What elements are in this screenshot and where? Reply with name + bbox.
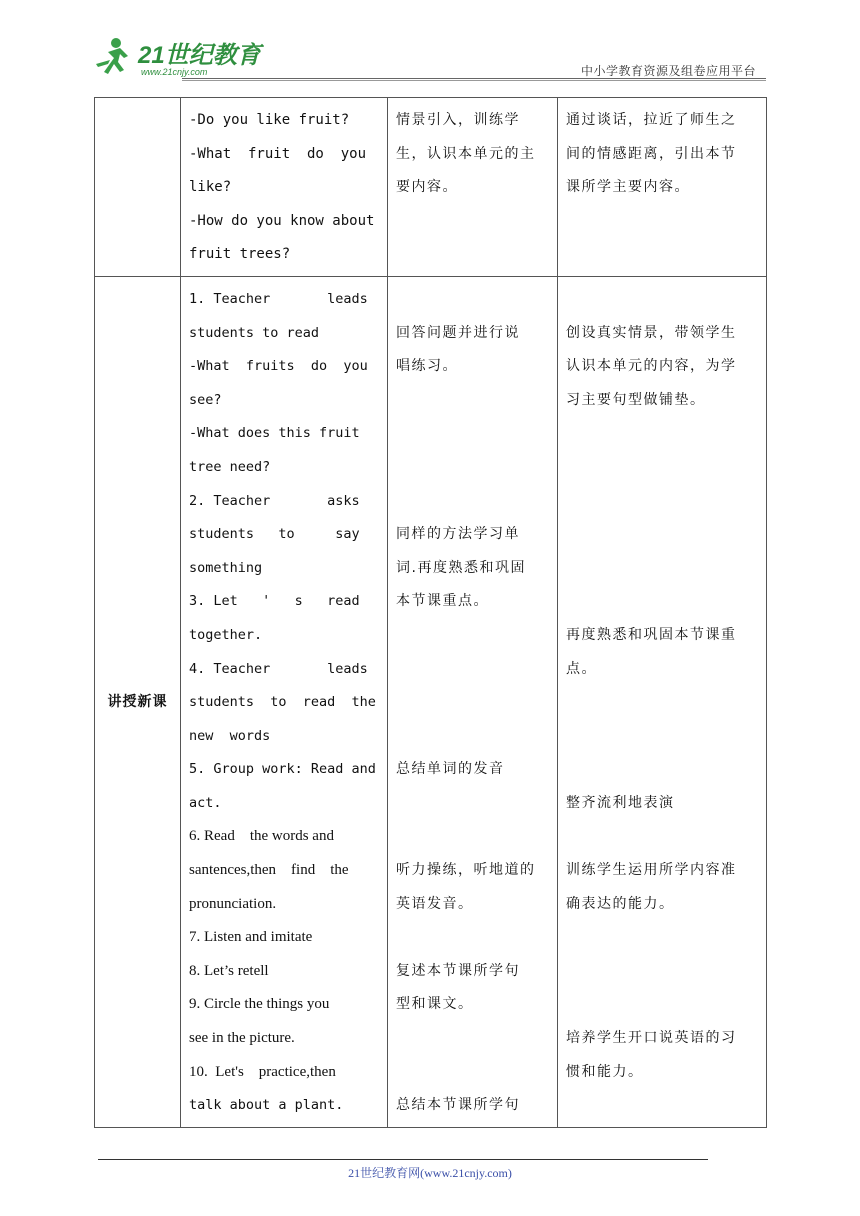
activity-line: tree need? — [189, 458, 271, 475]
teacher-activity-cell — [181, 276, 388, 1127]
spacer — [566, 686, 758, 720]
purpose-line: 训练学生运用所学内容准 — [566, 862, 737, 879]
stage-cell — [95, 98, 181, 277]
activity-line: 5. Group work: Read and — [189, 761, 376, 778]
student-line: 型和课文。 — [396, 996, 474, 1013]
student-activity-cell — [388, 98, 558, 277]
footer-rule — [98, 1159, 708, 1160]
platform-name: 中小学教育资源及组卷应用平台 — [580, 64, 756, 78]
student-line: 听力操练，听地道的 — [396, 862, 536, 879]
activity-line: students to read — [189, 324, 320, 341]
spacer — [396, 1056, 549, 1090]
spacer — [396, 787, 549, 821]
activity-line: fruit trees? — [189, 246, 291, 263]
purpose-line: 再度熟悉和巩固本节课重 — [566, 626, 737, 643]
activity-line: talk about a plant. — [189, 1097, 344, 1114]
purpose-line: 点。 — [566, 660, 597, 677]
activity-line: 6. Read the words and — [189, 828, 334, 845]
spacer — [396, 820, 549, 854]
activity-line: -How do you know about — [189, 212, 375, 229]
purpose-line: 培养学生开口说英语的习 — [566, 1030, 737, 1047]
student-line: 情景引入，训练学 — [396, 112, 520, 128]
student-line: 唱练习。 — [396, 358, 458, 375]
activity-line: 7. Listen and imitate — [189, 929, 313, 946]
student-line: 总结本节课所学句 — [396, 1097, 520, 1114]
design-purpose-cell — [558, 98, 767, 277]
spacer — [566, 955, 758, 989]
activity-line: 9. Circle the things you — [189, 996, 330, 1013]
purpose-line: 习主要句型做铺垫。 — [566, 391, 706, 408]
spacer — [566, 451, 758, 485]
spacer — [396, 1022, 549, 1056]
student-line: 生，认识本单元的主 — [396, 145, 536, 162]
activity-line: -What does this fruit — [189, 425, 360, 442]
activity-line: together. — [189, 626, 263, 643]
spacer — [396, 720, 549, 754]
footer-source: 21世纪教育网(www.21cnjy.com) — [348, 1166, 512, 1180]
activity-line: santences,then find the — [189, 862, 349, 879]
spacer — [566, 518, 758, 552]
activity-line: see? — [189, 391, 222, 408]
teacher-activity-cell — [181, 98, 388, 277]
spacer — [566, 283, 758, 317]
student-activity-cell — [388, 276, 558, 1127]
activity-line: 10. Let's practice,then — [189, 1063, 336, 1080]
activity-line: -What fruits do you — [189, 358, 368, 375]
purpose-line: 间的情感距离，引出本节 — [566, 145, 737, 162]
spacer — [566, 720, 758, 754]
activity-line: act. — [189, 794, 222, 811]
activity-line: 4. Teacher leads — [189, 660, 368, 677]
purpose-line: 整齐流利地表演 — [566, 794, 675, 811]
spacer — [396, 451, 549, 485]
runner-logo-icon — [94, 34, 264, 78]
student-line: 本节课重点。 — [396, 593, 489, 610]
table-row-new-lesson — [95, 276, 767, 1127]
spacer — [396, 619, 549, 653]
header-rule — [182, 78, 766, 79]
activity-line: see in the picture. — [189, 1030, 295, 1047]
logo-main-text: 21世纪教育 — [138, 42, 261, 69]
spacer — [396, 686, 549, 720]
purpose-line: 通过谈话，拉近了师生之 — [566, 112, 737, 128]
spacer — [566, 585, 758, 619]
spacer — [396, 417, 549, 451]
activity-line: like? — [189, 179, 232, 196]
logo-sub-text: www.21cnjy.com — [141, 67, 208, 77]
spacer — [566, 417, 758, 451]
student-line: 回答问题并进行说 — [396, 324, 520, 341]
activity-line: pronunciation. — [189, 895, 277, 912]
student-line: 英语发音。 — [396, 895, 474, 912]
spacer — [566, 820, 758, 854]
activity-line: 3. Let ' s read — [189, 593, 360, 610]
purpose-line: 课所学主要内容。 — [566, 179, 690, 196]
activity-line: -Do you like fruit? — [189, 112, 350, 128]
spacer — [566, 753, 758, 787]
activity-line: new words — [189, 727, 271, 744]
purpose-line: 确表达的能力。 — [566, 895, 675, 912]
stage-cell: 讲授新课 — [95, 276, 181, 1127]
purpose-line: 认识本单元的内容，为学 — [566, 358, 737, 375]
student-line: 复述本节课所学句 — [396, 962, 520, 979]
spacer — [396, 653, 549, 687]
purpose-line: 惯和能力。 — [566, 1063, 644, 1080]
spacer — [566, 485, 758, 519]
spacer — [566, 988, 758, 1022]
activity-line: 1. Teacher leads — [189, 290, 368, 307]
spacer — [566, 552, 758, 586]
spacer — [396, 921, 549, 955]
lesson-plan-table — [94, 97, 767, 1128]
spacer — [566, 921, 758, 955]
activity-line: 8. Let’s retell — [189, 962, 269, 979]
activity-line: -What fruit do you — [189, 145, 367, 162]
spacer — [396, 485, 549, 519]
student-line: 总结单词的发音 — [396, 761, 505, 778]
spacer — [396, 384, 549, 418]
student-line: 要内容。 — [396, 179, 458, 196]
activity-line: something — [189, 559, 263, 576]
activity-line: 2. Teacher asks — [189, 492, 360, 509]
activity-line: students to read the — [189, 694, 376, 711]
site-logo — [94, 34, 264, 78]
student-line: 同样的方法学习单 — [396, 526, 520, 543]
activity-line: students to say — [189, 526, 360, 543]
page-header — [94, 34, 766, 80]
table-row-intro — [95, 98, 767, 277]
design-purpose-cell — [558, 276, 767, 1127]
student-line: 词.再度熟悉和巩固 — [396, 559, 526, 576]
purpose-line: 创设真实情景，带领学生 — [566, 324, 737, 341]
header-rule-secondary — [182, 80, 766, 81]
spacer — [396, 283, 549, 317]
